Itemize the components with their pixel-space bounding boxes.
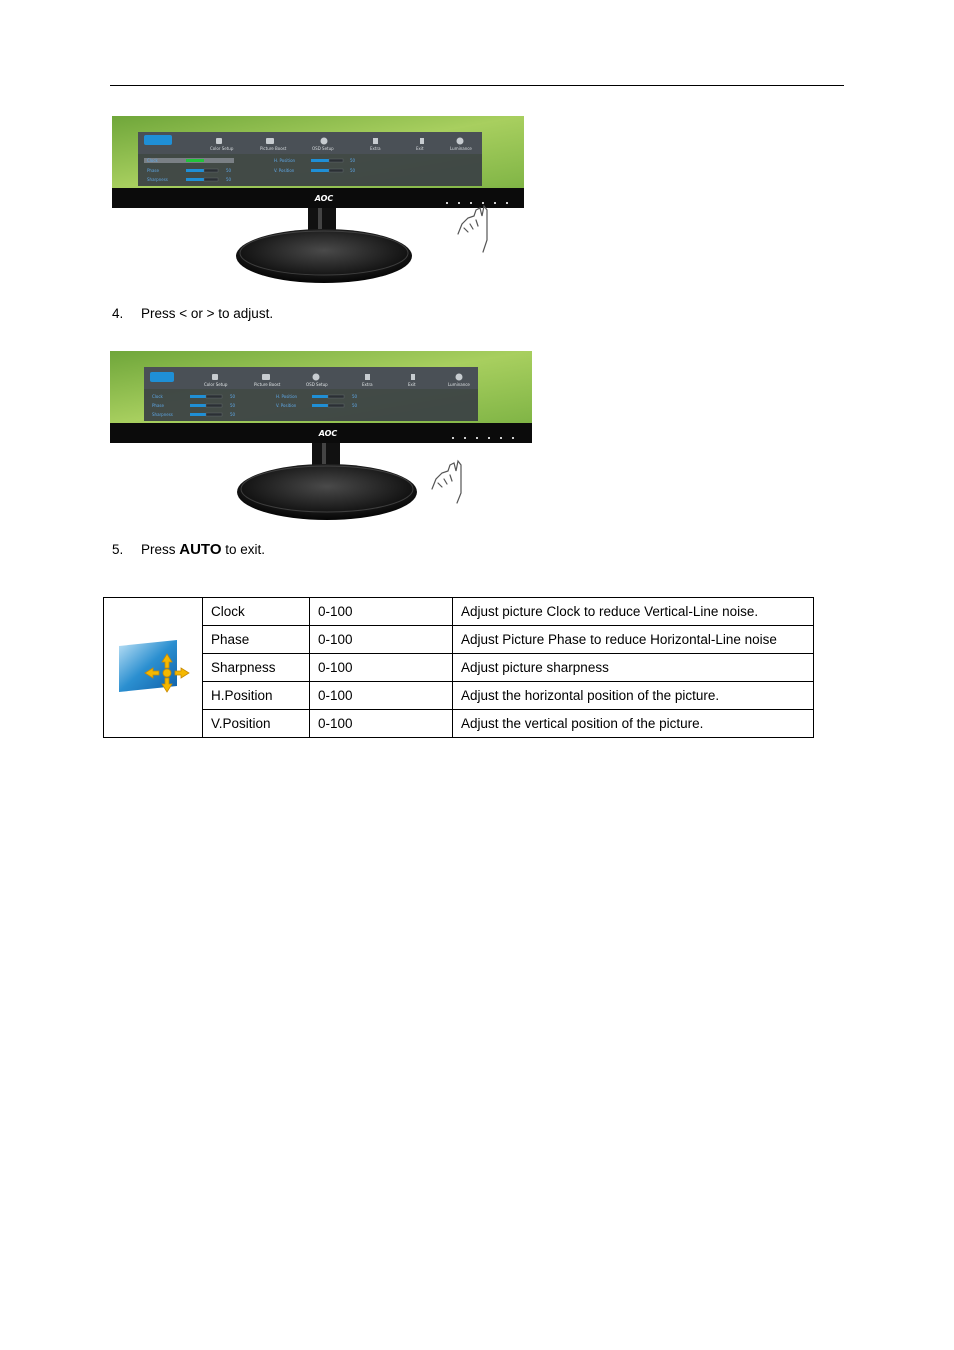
osd-value: 50	[226, 168, 232, 173]
table-cell-range: 0-100	[310, 710, 453, 738]
osd-tab-icon	[216, 138, 222, 144]
osd-item-label: Sharpness	[152, 412, 173, 417]
osd-slider	[190, 404, 206, 407]
osd-item-label: Phase	[152, 403, 164, 408]
step-text: Press < or > to adjust.	[141, 306, 274, 321]
osd-tab-label: Color Setup	[204, 382, 228, 387]
osd-tab-icon	[212, 374, 218, 380]
table-cell-range: 0-100	[310, 654, 453, 682]
step-number: 5.	[112, 542, 124, 557]
osd-slider-track	[204, 169, 218, 172]
osd-tab-icon	[266, 138, 274, 144]
osd-tab-label: Picture Boost	[260, 146, 287, 151]
osd-slider	[311, 169, 329, 172]
table-cell-desc: Adjust the horizontal position of the picture.	[453, 682, 814, 710]
image-setup-move-icon	[113, 638, 193, 698]
osd-item-label: H. Position	[274, 158, 296, 163]
osd-tab-label: Extra	[362, 382, 373, 387]
osd-slider-track	[329, 169, 343, 172]
table-cell-range: 0-100	[310, 626, 453, 654]
osd-slider	[312, 395, 328, 398]
osd-tab-label: Extra	[370, 146, 381, 151]
osd-value: 50	[350, 168, 356, 173]
osd-tab-label: OSD Setup	[306, 382, 328, 387]
monitor-figure-1	[112, 116, 524, 288]
osd-slider-track	[329, 159, 343, 162]
osd-selected-tab	[144, 135, 172, 145]
osd-tab-label: Color Setup	[210, 146, 234, 151]
osd-tab-icon	[373, 138, 378, 144]
osd-value: 50	[350, 158, 356, 163]
step-text-post: to exit.	[221, 542, 266, 557]
auto-key-label: AUTO	[179, 541, 222, 558]
bezel-button	[494, 202, 496, 204]
monitor-figure-2	[110, 351, 532, 525]
bezel-button	[452, 437, 454, 439]
osd-slider-track	[328, 404, 344, 407]
osd-slider-track	[328, 395, 344, 398]
bezel-button	[476, 437, 478, 439]
osd-item-label: Sharpness	[147, 177, 168, 182]
table-cell-item: Sharpness	[203, 654, 310, 682]
osd-item-label: V. Position	[274, 168, 295, 173]
table-cell-range: 0-100	[310, 682, 453, 710]
table-row	[104, 654, 814, 682]
bezel-button	[458, 202, 460, 204]
table-cell-item: V.Position	[203, 710, 310, 738]
osd-tab-icon	[456, 374, 463, 381]
step-text-pre: Press	[141, 542, 180, 557]
osd-tab-icon	[262, 374, 270, 380]
table-row	[104, 598, 814, 626]
osd-tab-label: Exit	[416, 146, 424, 151]
osd-selected-tab	[150, 372, 174, 382]
step-4	[112, 306, 273, 322]
bezel-button	[482, 202, 484, 204]
image-setup-table	[103, 597, 814, 738]
table-cell-desc: Adjust the vertical position of the picture.	[453, 710, 814, 738]
osd-tab-icon	[313, 374, 320, 381]
bezel-button	[464, 437, 466, 439]
table-cell-desc: Adjust picture Clock to reduce Vertical-Line noise.	[453, 598, 814, 626]
table-row	[104, 626, 814, 654]
osd-item-label: Clock	[152, 394, 163, 399]
osd-tab-icon	[365, 374, 370, 380]
osd-item-label: H. Position	[276, 394, 298, 399]
bezel-button	[500, 437, 502, 439]
bezel-button	[488, 437, 490, 439]
osd-value: 50	[230, 394, 236, 399]
table-cell-item: Phase	[203, 626, 310, 654]
osd-tab-label: Exit	[408, 382, 416, 387]
osd-clock-slider	[186, 159, 204, 162]
osd-tab-label: OSD Setup	[312, 146, 334, 151]
osd-tab-label: Luminance	[448, 382, 470, 387]
osd-tab-icon	[457, 138, 464, 145]
osd-value: 50	[352, 403, 358, 408]
osd-tab-icon	[411, 374, 415, 380]
monitor-brand-logo: AOC	[314, 194, 334, 203]
osd-value: 50	[226, 177, 232, 182]
osd-slider-track	[206, 395, 222, 398]
table-cell-desc: Adjust picture sharpness	[453, 654, 814, 682]
osd-slider	[190, 413, 206, 416]
osd-value: 50	[230, 412, 236, 417]
osd-tab-label: Luminance	[450, 146, 472, 151]
osd-slider	[190, 395, 206, 398]
hand-pointer-icon	[458, 206, 487, 252]
hand-pointer-icon	[432, 461, 461, 503]
step-number: 4.	[112, 306, 124, 321]
osd-tab-icon	[321, 138, 328, 145]
osd-slider	[186, 169, 204, 172]
monitor-illustration	[112, 116, 524, 288]
osd-slider-track	[206, 404, 222, 407]
osd-item-label: Clock	[147, 158, 158, 163]
osd-slider-track	[206, 413, 222, 416]
osd-tab-icon	[420, 138, 424, 144]
osd-slider	[312, 404, 328, 407]
osd-item-label: Phase	[147, 168, 159, 173]
table-cell-item: H.Position	[203, 682, 310, 710]
header-rule	[110, 85, 844, 86]
osd-slider-track	[204, 178, 218, 181]
osd-value: 50	[230, 403, 236, 408]
osd-tab-label: Picture Boost	[254, 382, 281, 387]
table-cell-desc: Adjust Picture Phase to reduce Horizontal-Line noise	[453, 626, 814, 654]
table-row	[104, 710, 814, 738]
osd-slider	[186, 178, 204, 181]
bezel-button	[470, 202, 472, 204]
osd-item-label: V. Position	[276, 403, 297, 408]
bezel-button	[446, 202, 448, 204]
bezel-button	[506, 202, 508, 204]
step-5	[112, 542, 265, 558]
osd-tab-bar	[138, 132, 482, 154]
monitor-illustration	[110, 351, 532, 525]
osd-value: 50	[352, 394, 358, 399]
bezel-button	[512, 437, 514, 439]
table-cell-item: Clock	[203, 598, 310, 626]
osd-slider	[311, 159, 329, 162]
table-cell-range: 0-100	[310, 598, 453, 626]
table-row	[104, 682, 814, 710]
monitor-brand-logo: AOC	[318, 429, 338, 438]
icon-cell	[104, 598, 203, 738]
